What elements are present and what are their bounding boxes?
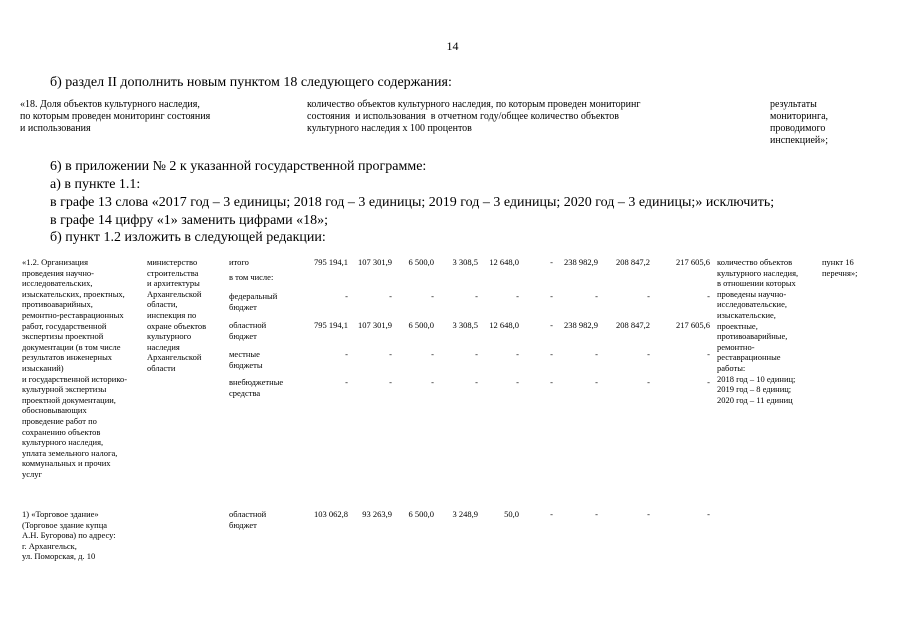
row12-source-federal: федеральный бюджет <box>229 291 278 312</box>
row12-extra-value-1: - <box>345 377 348 387</box>
row12-source-regional: областной бюджет <box>229 320 267 341</box>
row1-source: областной бюджет <box>229 509 267 530</box>
row1-value-5: 50,0 <box>504 509 519 519</box>
indicator-formula: количество объектов культурного наследия, по которым проведен мониторинг состояния и использования в отчетном году/общее количество объектов культурного наследия х 100 процентов <box>307 99 641 134</box>
paragraph-6: 6) в приложении № 2 к указанной государственной программе: <box>50 159 427 174</box>
row12-extra-value-3: - <box>431 377 434 387</box>
row12-local-value-2: - <box>389 349 392 359</box>
row12-source-total: итого <box>229 257 249 267</box>
row12-total-value-8: 208 847,2 <box>616 257 650 267</box>
row12-regional-value-6: - <box>550 320 553 330</box>
row12-extra-value-8: - <box>647 377 650 387</box>
row12-federal-value-8: - <box>647 291 650 301</box>
row12-local-value-4: - <box>475 349 478 359</box>
row12-total-value-9: 217 605,6 <box>676 257 710 267</box>
row12-federal-value-4: - <box>475 291 478 301</box>
row12-local-value-6: - <box>550 349 553 359</box>
row12-total-value-4: 3 308,5 <box>452 257 478 267</box>
row1-value-2: 93 263,9 <box>362 509 392 519</box>
row12-local-value-9: - <box>707 349 710 359</box>
row12-local-value-7: - <box>595 349 598 359</box>
row12-extra-value-7: - <box>595 377 598 387</box>
row1-value-6: - <box>550 509 553 519</box>
row12-regional-value-3: 6 500,0 <box>408 320 434 330</box>
indicator-name: «18. Доля объектов культурного наследия, по которым проведен мониторинг состояния и использования <box>20 99 211 134</box>
row12-extra-value-9: - <box>707 377 710 387</box>
row12-regional-value-4: 3 308,5 <box>452 320 478 330</box>
row12-federal-value-3: - <box>431 291 434 301</box>
indicator-source: результаты мониторинга, проводимого инспекцией»; <box>770 99 829 146</box>
row12-local-value-8: - <box>647 349 650 359</box>
row12-regional-value-5: 12 648,0 <box>489 320 519 330</box>
row12-source-extra: внебюджетные средства <box>229 377 284 398</box>
row12-local-value-3: - <box>431 349 434 359</box>
row12-total-value-1: 795 194,1 <box>314 257 348 267</box>
row12-federal-value-6: - <box>550 291 553 301</box>
row12-executor: министерство строительства и архитектуры Архангельской области, инспекция по охране объектов культурного наследия Архангельской области <box>147 257 207 373</box>
row12-extra-value-6: - <box>550 377 553 387</box>
row12-regional-value-2: 107 301,9 <box>358 320 392 330</box>
paragraph-a: а) в пункте 1.1: <box>50 177 141 192</box>
row1-value-1: 103 062,8 <box>314 509 348 519</box>
row12-federal-value-7: - <box>595 291 598 301</box>
row12-source-including: в том числе: <box>229 272 274 282</box>
paragraph-b2: б) пункт 1.2 изложить в следующей редакции: <box>50 230 326 245</box>
row1-value-7: - <box>595 509 598 519</box>
page-number: 14 <box>446 39 459 53</box>
row12-federal-value-9: - <box>707 291 710 301</box>
row12-total-value-2: 107 301,9 <box>358 257 392 267</box>
row12-total-value-6: - <box>550 257 553 267</box>
row1-value-4: 3 248,9 <box>452 509 478 519</box>
row12-local-value-5: - <box>516 349 519 359</box>
row12-regional-value-9: 217 605,6 <box>676 320 710 330</box>
row12-federal-value-1: - <box>345 291 348 301</box>
row12-total-value-5: 12 648,0 <box>489 257 519 267</box>
row12-extra-value-2: - <box>389 377 392 387</box>
row1-value-9: - <box>707 509 710 519</box>
row12-name: «1.2. Организация проведения научно- исследовательских, изыскательских, проектных, противоаварийных, ремонтно-реставрационных работ, государственной экспертизы проектной документации (в том числе результатов инженерных изысканий) и государственной историко- культурной экспертизы проектной документации, обосновывающих проведение работ по сохранению объектов культурного наследия, уплата земельного налога, коммунальных и прочих услуг <box>22 257 128 479</box>
row12-source-local: местные бюджеты <box>229 349 263 370</box>
item-b-header: б) раздел II дополнить новым пунктом 18 следующего содержания: <box>50 75 452 90</box>
paragraph-column-14: в графе 14 цифру «1» заменить цифрами «18»; <box>50 213 329 228</box>
row12-federal-value-5: - <box>516 291 519 301</box>
row12-regional-value-7: 238 982,9 <box>564 320 598 330</box>
row1-value-8: - <box>647 509 650 519</box>
row12-federal-value-2: - <box>389 291 392 301</box>
row12-result: количество объектов культурного наследия, в отношении которых проведены научно- исследовательские, изыскательские, проектные, противоаварийные, ремонтно- реставрационные работы: 2018 год – 10 единиц; 2019 год – 8 единиц; 2020 год – 11 единиц <box>717 257 799 405</box>
row12-total-value-3: 6 500,0 <box>408 257 434 267</box>
row12-extra-value-5: - <box>516 377 519 387</box>
row12-total-value-7: 238 982,9 <box>564 257 598 267</box>
paragraph-column-13: в графе 13 слова «2017 год – 3 единицы; 2018 год – 3 единицы; 2019 год – 3 единицы; 2020 год – 3 единицы;» исключить; <box>50 195 775 210</box>
row12-local-value-1: - <box>345 349 348 359</box>
row12-link: пункт 16 перечня»; <box>822 257 858 278</box>
row1-name: 1) «Торговое здание» (Торговое здание купца А.Н. Бугорова) по адресу: г. Архангельск, ул. Поморская, д. 10 <box>22 509 116 562</box>
row12-extra-value-4: - <box>475 377 478 387</box>
row12-regional-value-8: 208 847,2 <box>616 320 650 330</box>
row12-regional-value-1: 795 194,1 <box>314 320 348 330</box>
row1-value-3: 6 500,0 <box>408 509 434 519</box>
